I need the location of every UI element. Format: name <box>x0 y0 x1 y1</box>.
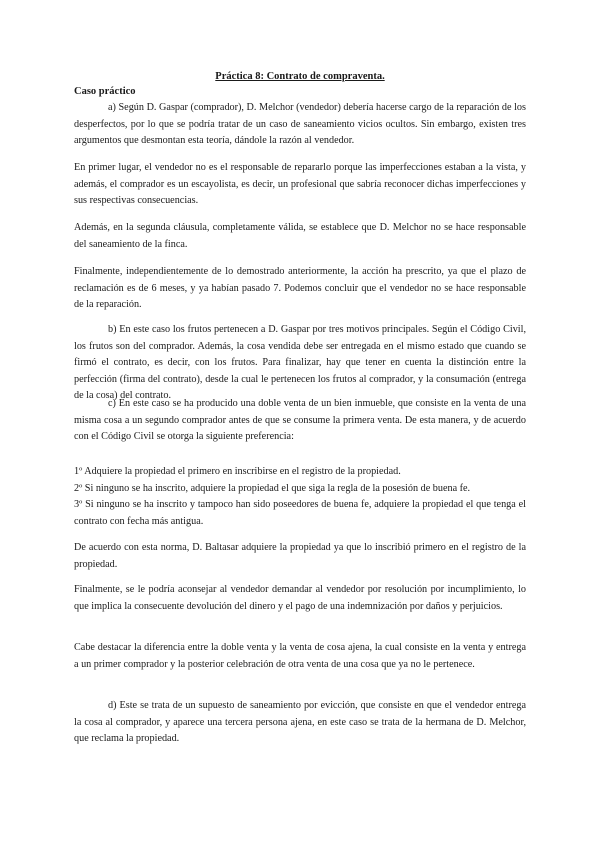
paragraph-first-argument: En primer lugar, el vendedor no es el responsable de repararlo porque las imperfecciones estaban a la vista, y además, el comprador es un escayolista, es decir, un profesional que sabría reconocer dichas imperfecciones y sus respectivas consecuencias. <box>74 162 526 206</box>
preference-list <box>74 464 526 530</box>
paragraph-second-argument: Además, en la segunda cláusula, completamente válida, se establece que D. Melchor no se hace responsable del saneamiento de la finca. <box>74 222 526 250</box>
paragraph-b: b) En este caso los frutos pertenecen a D. Gaspar por tres motivos principales. Según el Código Civil, los frutos son del comprador. Además, la cosa vendida debe ser entregada en el mismo estado que cuando se firmó el contrato, es decir, con los frutos. Para finalizar, hay que tener en cuenta la distinción entre la perfección (firma del contrato), desde la cual le pertenecen los frutos al comprador, y la consumación (entrega de la cosa) del contrato. <box>74 324 526 401</box>
paragraph-baltasar: De acuerdo con esta norma, D. Baltasar adquiere la propiedad ya que lo inscribió primero en el registro de la propiedad. <box>74 542 526 570</box>
paragraph-c: c) En este caso se ha producido una doble venta de un bien inmueble, que consiste en la venta de una misma cosa a un segundo comprador antes de que se consume la primera venta. De esta manera, y de acuerdo con el Código Civil se otorga la siguiente preferencia: <box>74 398 526 442</box>
paragraph-advice: Finalmente, se le podría aconsejar al vendedor demandar al vendedor por resolución por incumplimiento, lo que implica la consecuente devolución del dinero y el pago de una indemnización por daños y perjuicios. <box>74 584 526 612</box>
paragraph-third-argument: Finalmente, independientemente de lo demostrado anteriormente, la acción ha prescrito, ya que el plazo de reclamación es de 6 meses, y ya habían pasado 7. Podemos concluir que el vendedor no se hace responsable de la reparación. <box>74 266 526 310</box>
paragraph-d: d) Este se trata de un supuesto de saneamiento por evicción, que consiste en que el vendedor entrega la cosa al comprador, y aparece una tercera persona ajena, en este caso se trata de la hermana de D. Melchor, que reclama la propiedad. <box>74 700 526 744</box>
paragraph-distinction: Cabe destacar la diferencia entre la doble venta y la venta de cosa ajena, la cual consiste en la venta y entrega a un primer comprador y la posterior celebración de otra venta de una cosa que ya no le pertenece. <box>74 642 526 670</box>
list-item: 2º Si ninguno se ha inscrito, adquiere la propiedad el que siga la regla de la posesión de buena fe. <box>74 482 471 494</box>
list-item: 3º Si ninguno se ha inscrito y tampoco han sido poseedores de buena fe, adquiere la propiedad el que tenga el contrato con fecha más antigua. <box>74 499 526 527</box>
section-heading: Caso práctico <box>74 86 136 97</box>
document-title: Práctica 8: Contrato de compraventa. <box>215 71 385 82</box>
paragraph-a: a) Según D. Gaspar (comprador), D. Melchor (vendedor) debería hacerse cargo de la reparación de los desperfectos, por lo que se podría tratar de un caso de saneamiento vicios ocultos. Sin embargo, existen tres argumentos que desmontan esta teoría, dándole la razón al vendedor. <box>74 102 526 146</box>
list-item: 1º Adquiere la propiedad el primero en inscribirse en el registro de la propiedad. <box>74 466 401 477</box>
